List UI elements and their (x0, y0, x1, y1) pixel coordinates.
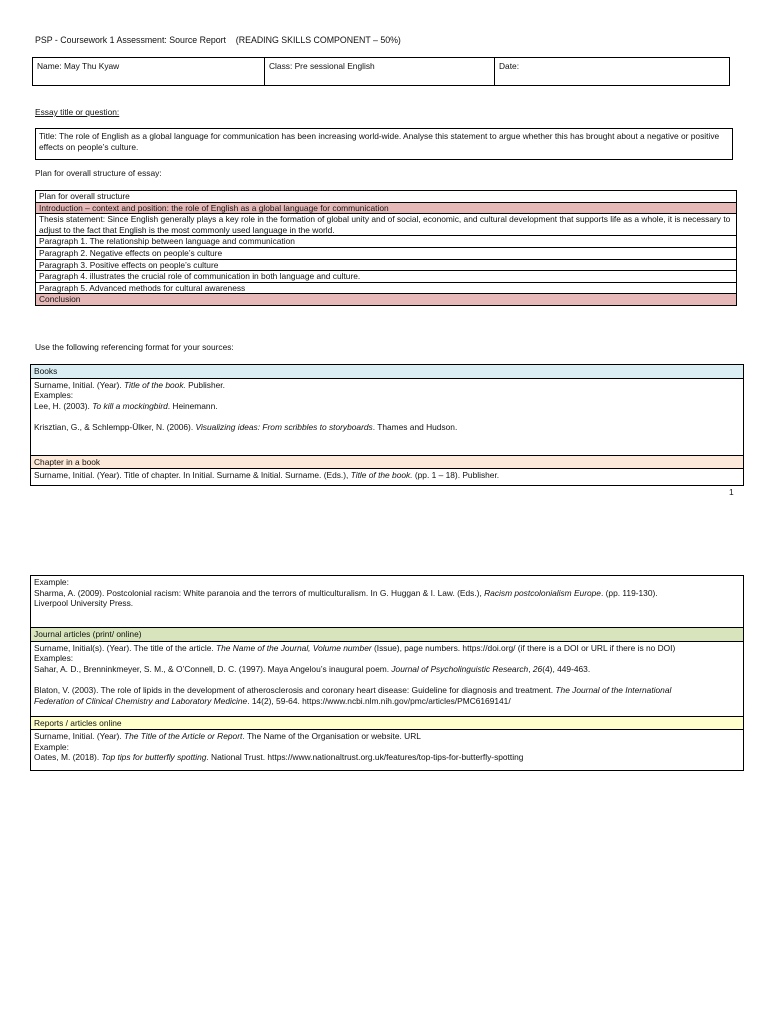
student-info-table (32, 57, 730, 86)
plan-thesis: Thesis statement: Since English generally plays a key role in the formation of global unity and of social, economic, and cultural development that supports life as a whole, it is necessary to adjust to the fact that English is the most commonly used language in the world. (36, 214, 737, 236)
date-field: Date: (495, 58, 730, 86)
plan-table (35, 190, 737, 306)
plan-paragraph-5: Paragraph 5. Advanced methods for cultural awareness (36, 282, 737, 294)
chapter-example-cell (31, 576, 744, 628)
journal-cell (31, 641, 744, 716)
books-examples-label: Examples: (34, 390, 74, 401)
chapter-example: Sharma, A. (2009). Postcolonial racism: White paranoia and the terrors of multiculturalism. In G. Huggan & I. Law. (Eds.), Racism postcolonialism Europe. (pp. 119-130). (34, 587, 658, 598)
books-example-2: Krisztian, G., & Schlempp-Ülker, N. (2006). Visualizing ideas: From scribbles to storyboards. Thames and Hudson. (34, 422, 458, 433)
books-example-1: Lee, H. (2003). To kill a mockingbird. Heinemann. (34, 400, 218, 411)
referencing-label: Use the following referencing format for your sources: (35, 342, 234, 352)
essay-title-label: Essay title or question: (35, 107, 120, 117)
heading-title: PSP - Coursework 1 Assessment: Source Report (35, 35, 227, 45)
plan-header: Plan for overall structure (36, 191, 737, 203)
books-cell (31, 378, 744, 455)
document-heading (35, 35, 401, 45)
journal-example-2-cont: Federation of Clinical Chemistry and Laboratory Medicine. 14(2), 59-64. https://www.ncbi.nlm.nih.gov/pmc/articles/PMC6169141/ (34, 695, 511, 706)
plan-introduction: Introduction – context and position: the role of English as a global language for communication (36, 202, 737, 214)
journal-example-1: Sahar, A. D., Brenninkmeyer, S. M., & O’Connell, D. C. (1997). Maya Angelou’s inaugural poem. Journal of Psycholinguistic Research, 26(4), 449-463. (34, 663, 591, 674)
plan-label: Plan for overall structure of essay: (35, 168, 162, 178)
reports-example-label: Example: (34, 741, 69, 752)
chapter-example-label: Example: (34, 577, 69, 587)
references-table-page-2 (30, 575, 744, 771)
plan-conclusion: Conclusion (36, 294, 737, 306)
plan-paragraph-2: Paragraph 2. Negative effects on people’s culture (36, 247, 737, 259)
essay-title-box: Title: The role of English as a global language for communication has been increasing world-wide. Analyse this statement to argue whether this has brought about a negative or positive effects on people’s culture. (35, 128, 733, 160)
reports-format: Surname, Initial. (Year). The Title of the Article or Report. The Name of the Organisation or website. URL (34, 731, 421, 742)
journal-heading: Journal articles (print/ online) (31, 628, 744, 642)
books-format: Surname, Initial. (Year). Title of the book. Publisher. (34, 379, 225, 390)
chapter-heading: Chapter in a book (31, 455, 744, 469)
chapter-format: Surname, Initial. (Year). Title of chapter. In Initial. Surname & Initial. Surname. (Eds.), Title of the book. (pp. 1 – 18). Publisher. (31, 469, 744, 486)
journal-example-2: Blaton, V. (2003). The role of lipids in the development of atherosclerosis and coronary heart disease: Guideline for diagnosis and treatment. The Journal of the International (34, 685, 672, 696)
student-name: Name: May Thu Kyaw (33, 58, 265, 86)
journal-examples-label: Examples: (34, 653, 74, 664)
reports-example: Oates, M. (2018). Top tips for butterfly spotting. National Trust. https://www.nationaltrust.org.uk/features/top-tips-for-butterfly-spotting (34, 752, 524, 763)
plan-paragraph-3: Paragraph 3. Positive effects on people’s culture (36, 259, 737, 271)
chapter-example-publisher: Liverpool University Press. (34, 598, 134, 609)
journal-format: Surname, Initial(s). (Year). The title of the article. The Name of the Journal, Volume number (Issue), page numbers. https://doi.org/ (if there is a DOI or URL if there is no DOI) (34, 642, 676, 653)
page-number: 1 (729, 487, 734, 497)
plan-paragraph-4: Paragraph 4. illustrates the crucial role of communication in both language and culture. (36, 271, 737, 283)
reports-cell (31, 730, 744, 771)
heading-component: (READING SKILLS COMPONENT – 50%) (235, 35, 401, 45)
student-class: Class: Pre sessional English (265, 58, 495, 86)
plan-paragraph-1: Paragraph 1. The relationship between language and communication (36, 236, 737, 248)
reports-heading: Reports / articles online (31, 716, 744, 730)
books-heading: Books (31, 365, 744, 379)
references-table-page-1 (30, 364, 744, 486)
